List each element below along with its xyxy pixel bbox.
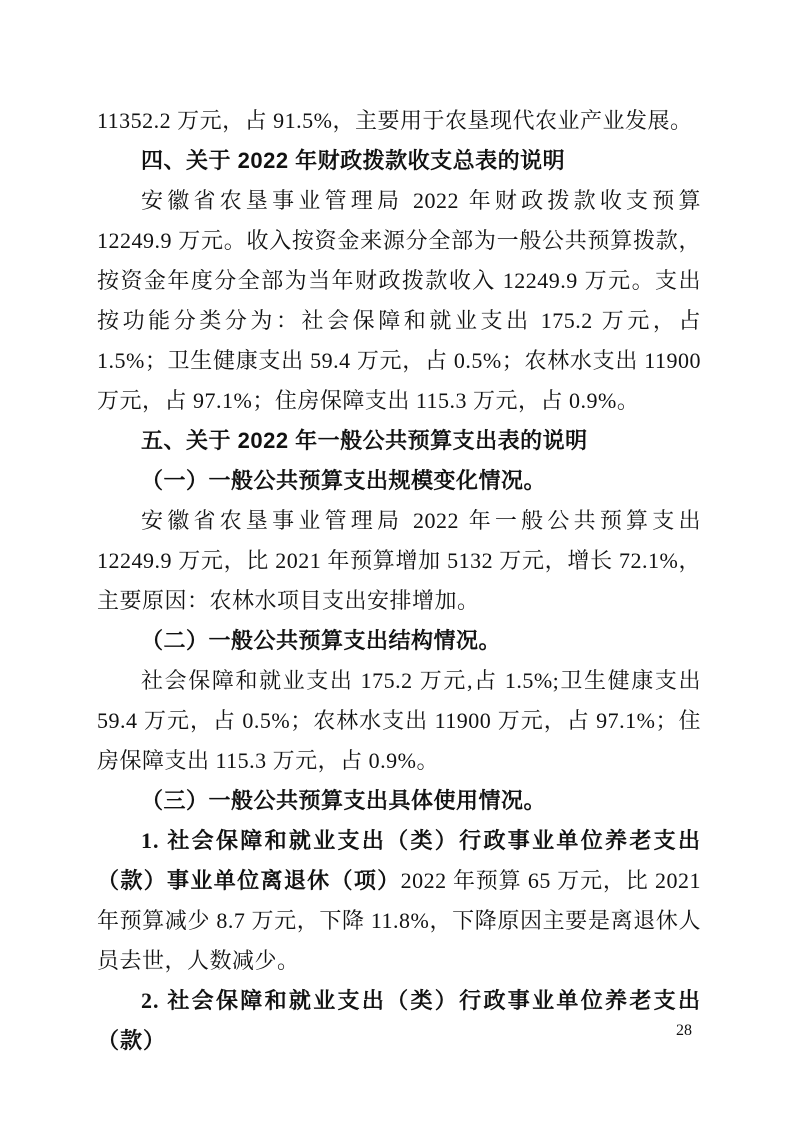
subsection-heading-2: （二）一般公共预算支出结构情况。 — [141, 628, 502, 653]
list-item-1-text: 2022 年预算 65 万元，比 2021 年预算减少 8.7 万元，下降 11.8%，下降原因主要是离退休人员去世，人数减少。 — [97, 868, 701, 973]
list-item-2 — [97, 981, 701, 1061]
list-item-1-title: 1. 社会保障和就业支出（类）行政事业单位养老支出（款）事业单位离退休（项） — [97, 828, 701, 893]
paragraph-section-4: 安徽省农垦事业管理局 2022 年财政拨款收支预算 12249.9 万元。收入按资金来源分全部为一般公共预算拨款，按资金年度分全部为当年财政拨款收入 12249.9 万元。支出按功能分类分为：社会保障和就业支出 175.2 万元，占 1.5%；卫生健康支出 59.4 万元，占 0.5%；农林水支出 11900 万元，占 97.1%；住房保障支出 115.3 万元，占 0.9%。 — [97, 188, 701, 413]
paragraph-continuation: 11352.2 万元，占 91.5%，主要用于农垦现代农业产业发展。 — [97, 108, 693, 133]
list-item-2-title: 2. 社会保障和就业支出（类）行政事业单位养老支出（款） — [97, 988, 701, 1053]
section-heading-4: 四、关于 2022 年财政拨款收支总表的说明 — [141, 148, 566, 173]
page-number: 28 — [676, 1022, 692, 1039]
paragraph-subsection-1: 安徽省农垦事业管理局 2022 年一般公共预算支出 12249.9 万元，比 2021 年预算增加 5132 万元，增长 72.1%，主要原因：农林水项目支出安排增加。 — [97, 508, 701, 613]
list-item-1 — [97, 821, 701, 981]
document-content — [97, 101, 701, 1061]
section-heading-5: 五、关于 2022 年一般公共预算支出表的说明 — [141, 428, 588, 453]
subsection-heading-1: （一）一般公共预算支出规模变化情况。 — [141, 468, 547, 493]
subsection-heading-3: （三）一般公共预算支出具体使用情况。 — [141, 788, 547, 813]
paragraph-subsection-2: 社会保障和就业支出 175.2 万元,占 1.5%;卫生健康支出 59.4 万元，占 0.5%；农林水支出 11900 万元，占 97.1%；住房保障支出 115.3 万元，占 0.9%。 — [97, 668, 701, 773]
